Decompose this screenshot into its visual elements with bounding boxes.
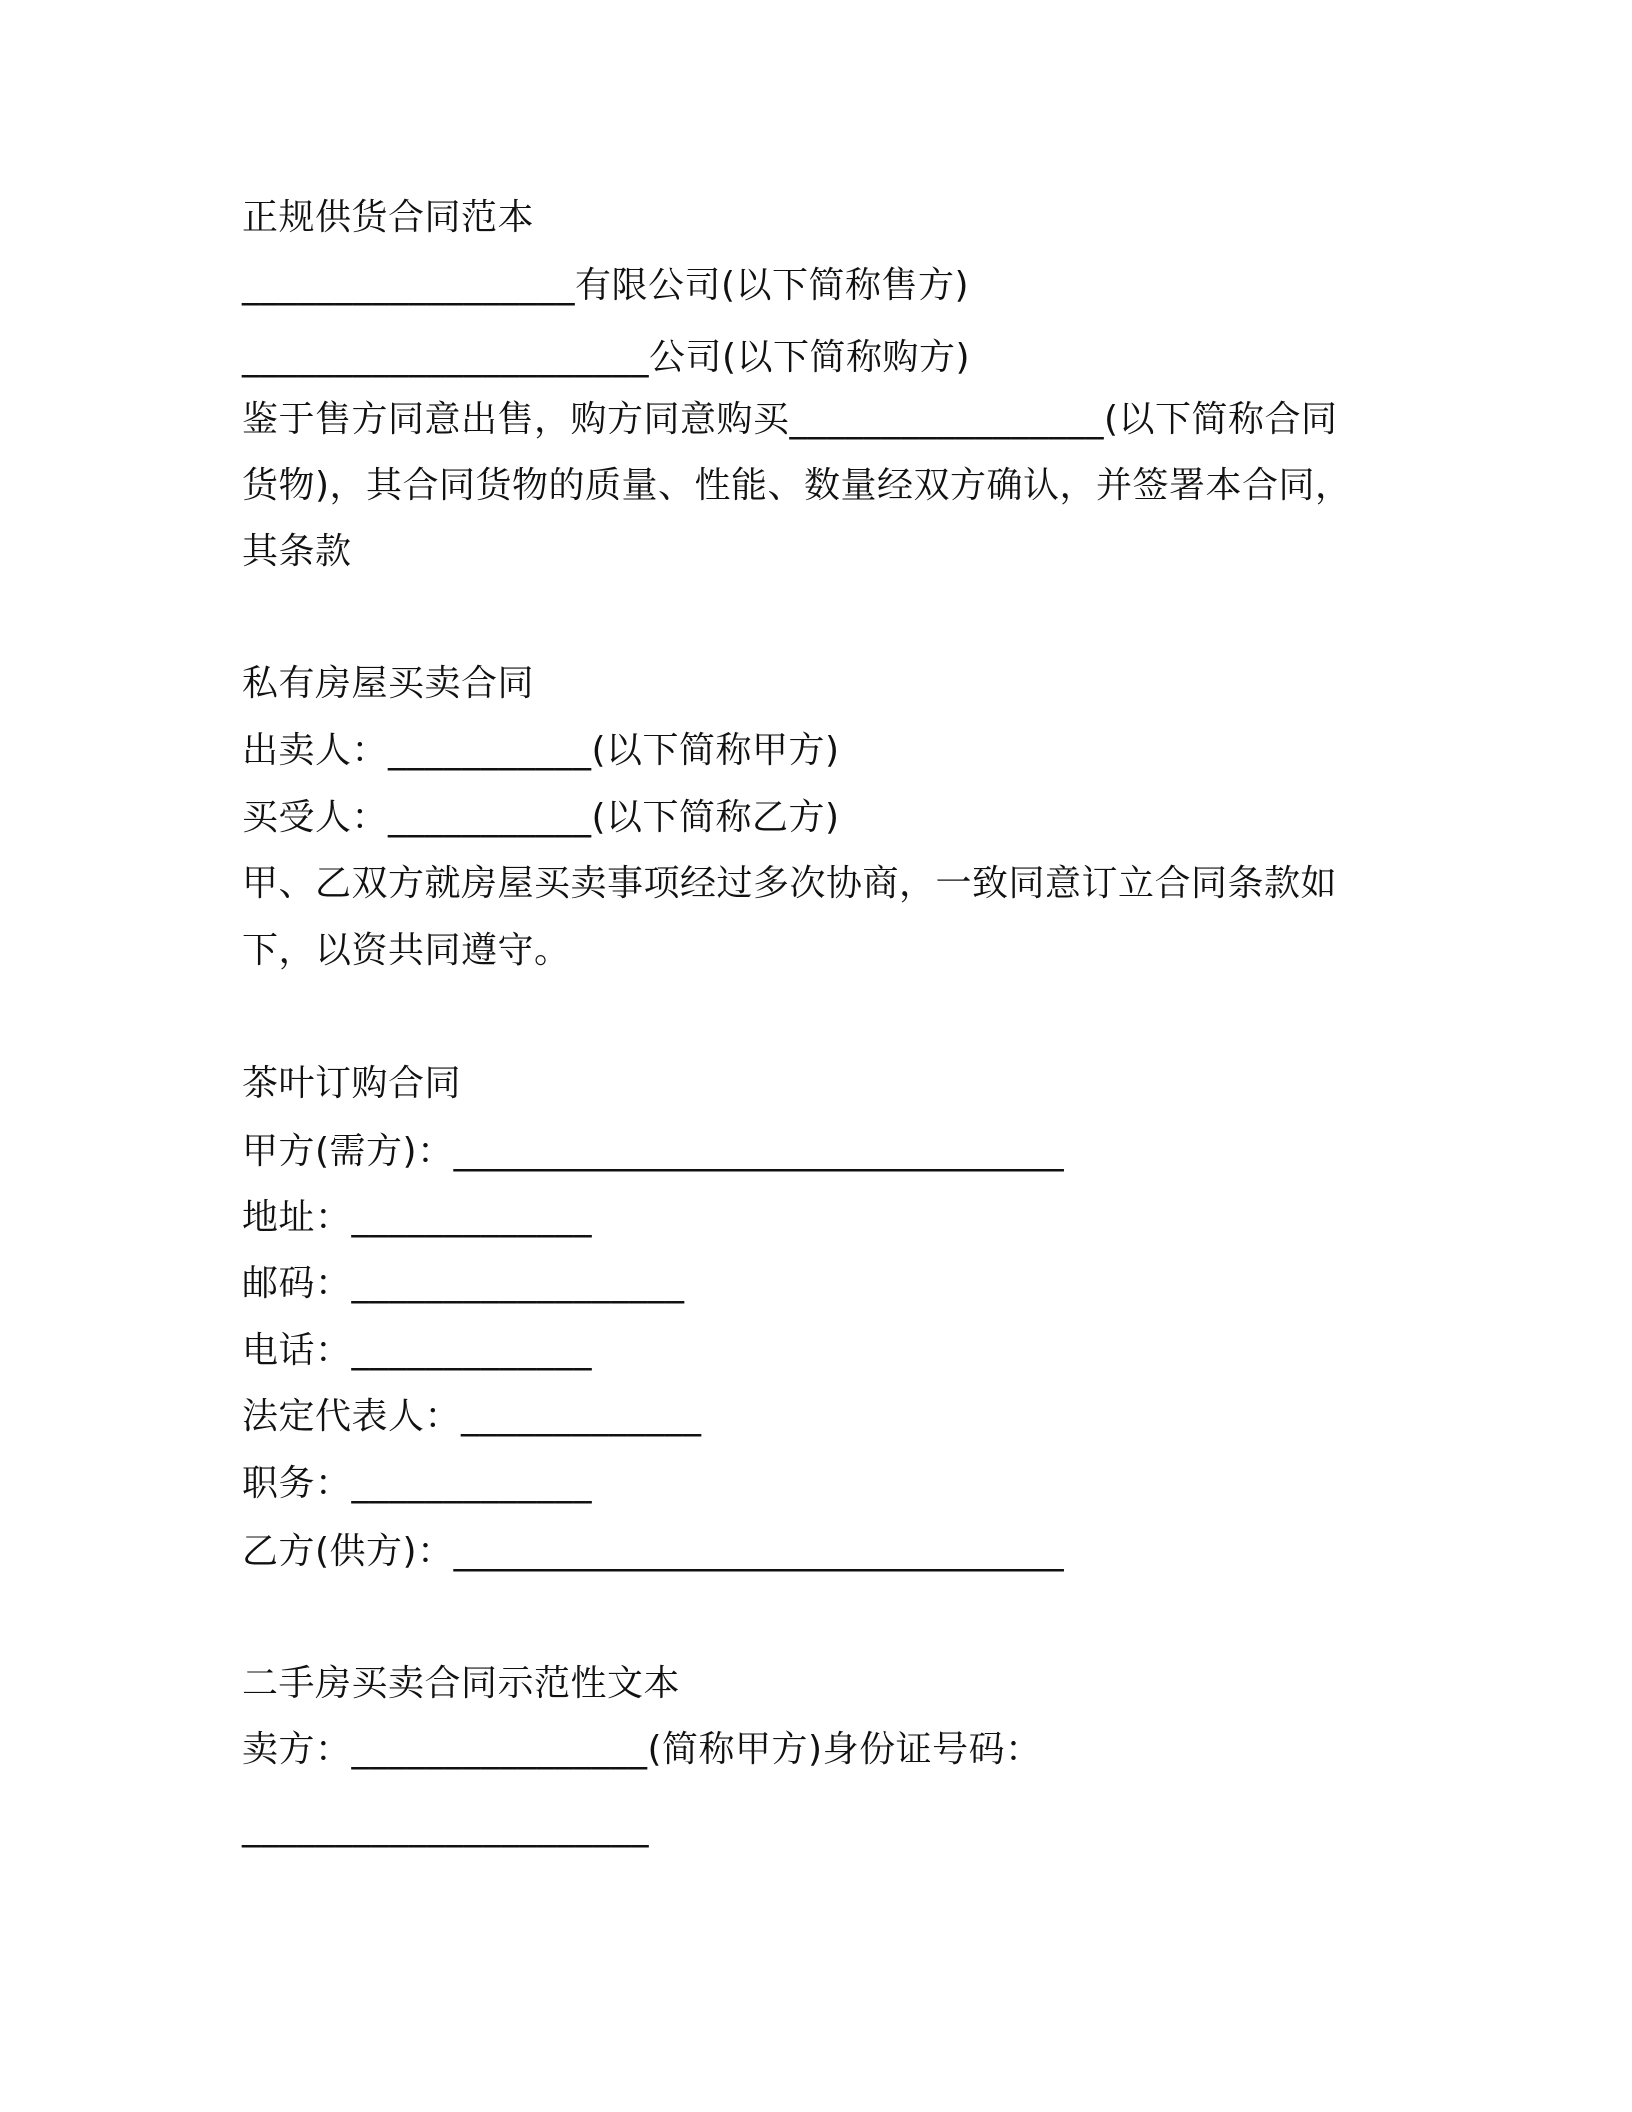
- text-line: 甲、乙双方就房屋买卖事项经过多次协商，一致同意订立合同条款如: [242, 863, 1338, 904]
- text-line: 乙方(供方)：_________________________________: [242, 1531, 1065, 1572]
- text-line: 法定代表人：_____________: [242, 1396, 702, 1437]
- text-line: 下，以资共同遵守。: [242, 930, 571, 971]
- text-line: 邮码：__________________: [242, 1263, 685, 1304]
- text-line: ______________________: [242, 1807, 649, 1848]
- section-title: 茶叶订购合同: [242, 1063, 462, 1104]
- text-line: 其条款: [242, 531, 352, 572]
- section-title: 正规供货合同范本: [242, 197, 535, 238]
- text-line: 货物)，其合同货物的质量、性能、数量经双方确认，并签署本合同，: [242, 465, 1352, 506]
- text-line: 鉴于售方同意出售，购方同意购买_________________(以下简称合同: [242, 399, 1338, 440]
- text-line: 买受人：___________(以下简称乙方): [242, 797, 840, 838]
- text-line: 职务：_____________: [242, 1463, 593, 1504]
- text-line: 甲方(需方)：_________________________________: [242, 1131, 1065, 1172]
- text-line: ______________________公司(以下简称购方): [242, 337, 971, 378]
- section-title: 二手房买卖合同示范性文本: [242, 1663, 681, 1704]
- text-line: 电话：_____________: [242, 1330, 593, 1371]
- text-line: 出卖人：___________(以下简称甲方): [242, 730, 840, 771]
- text-line: 卖方：________________(简称甲方)身份证号码：: [242, 1729, 1042, 1770]
- text-line: 地址：_____________: [242, 1197, 593, 1238]
- text-line: __________________有限公司(以下简称售方): [242, 265, 970, 306]
- section-title: 私有房屋买卖合同: [242, 663, 535, 704]
